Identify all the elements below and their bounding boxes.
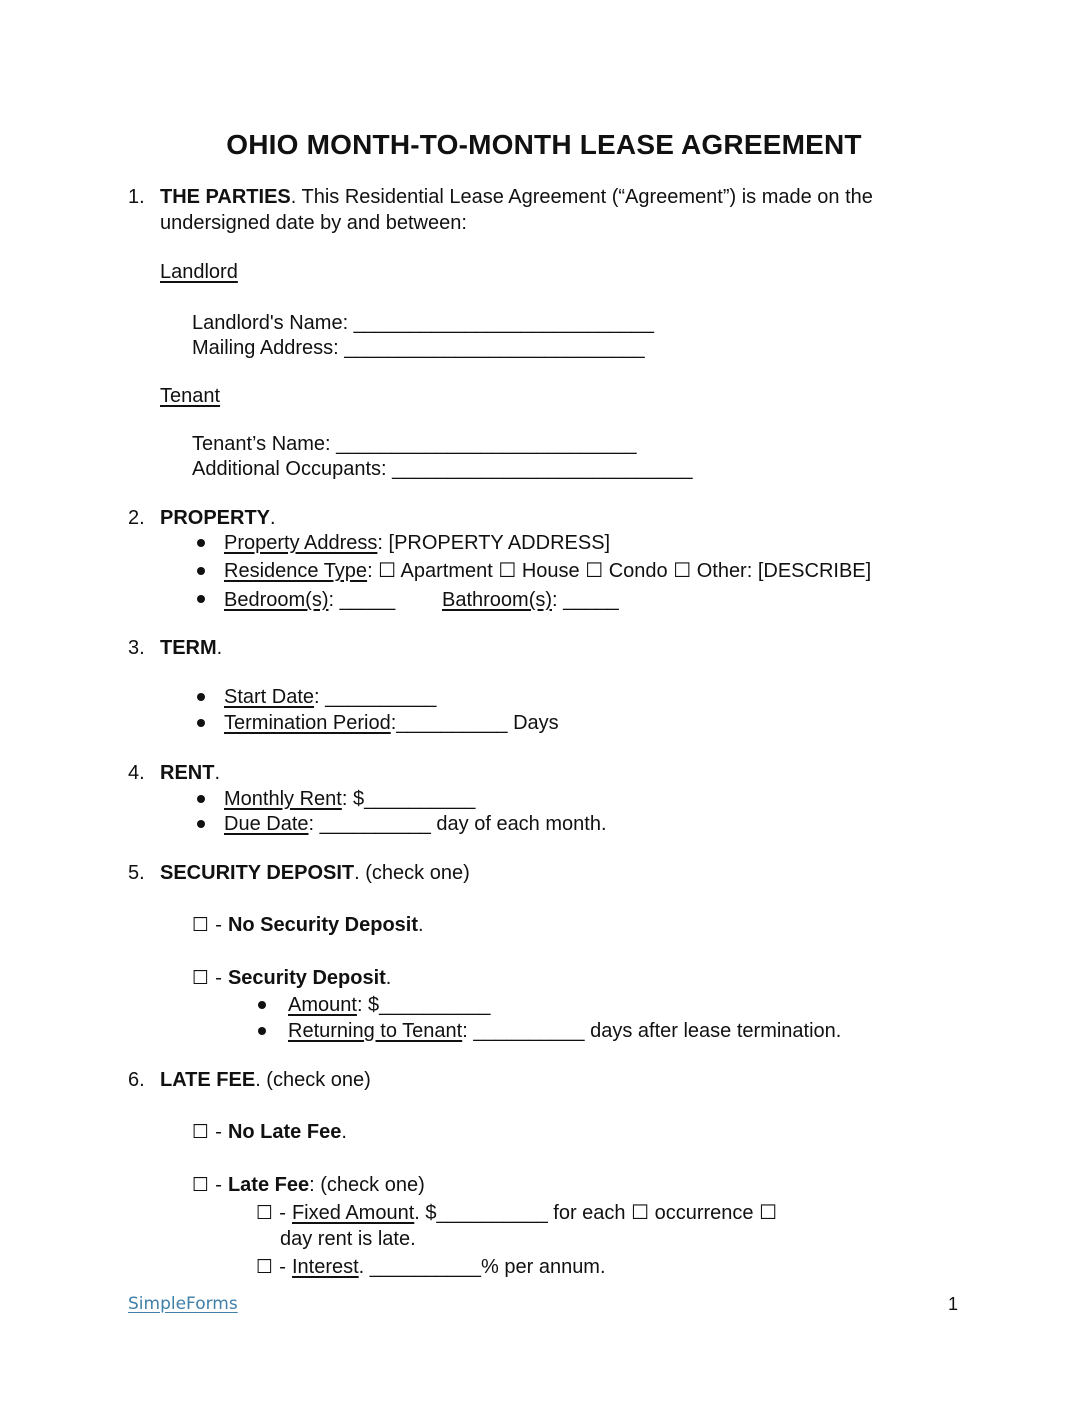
bullet-icon xyxy=(258,1027,266,1035)
no-security-deposit-option[interactable] xyxy=(192,912,424,938)
item-label: Returning to Tenant xyxy=(288,1020,463,1042)
checkbox-icon[interactable]: ☐ - xyxy=(192,1174,228,1196)
section-heading: LATE FEE xyxy=(160,1069,256,1091)
section-number: 6. xyxy=(128,1069,145,1091)
item-label: Property Address xyxy=(224,532,378,554)
checkbox-icon[interactable]: ☐ - xyxy=(192,967,228,989)
item-label: Bathroom(s) xyxy=(442,589,553,611)
option-label: Late Fee xyxy=(227,1174,310,1196)
option-label: Security Deposit xyxy=(227,967,386,989)
option-label: No Late Fee xyxy=(227,1121,342,1143)
section-heading: TERM xyxy=(160,637,217,659)
section-late-fee-heading xyxy=(160,1067,371,1093)
bullet-icon xyxy=(197,595,205,603)
section-heading: SECURITY DEPOSIT xyxy=(160,862,355,884)
bullet-icon xyxy=(197,820,205,828)
section-property-heading xyxy=(160,505,276,531)
option-label: No Security Deposit xyxy=(227,914,419,936)
checkbox-icon[interactable]: ☐ - xyxy=(192,1121,228,1143)
section-heading: PROPERTY xyxy=(160,507,271,529)
item-label: Due Date xyxy=(224,813,309,835)
due-date-item[interactable] xyxy=(224,811,607,837)
section-number: 2. xyxy=(128,507,145,529)
item-value: : __________ day of each month. xyxy=(308,813,607,835)
section-rent-heading xyxy=(160,760,220,786)
late-fee-option[interactable] xyxy=(192,1172,425,1198)
checkbox-icon[interactable]: ☐ - xyxy=(256,1202,292,1224)
item-value: : __________ days after lease termination. xyxy=(462,1020,842,1042)
item-value: : ☐ Apartment ☐ House ☐ Condo ☐ Other: [DESCRIBE] xyxy=(367,560,872,582)
section-text: . This Residential Lease Agreement (“Agreement”) is made on the xyxy=(290,186,873,208)
start-date-item[interactable] xyxy=(224,684,436,710)
section-parties-line2: undersigned date by and between: xyxy=(160,212,467,234)
option-label: Fixed Amount xyxy=(291,1202,415,1224)
section-heading-dot: . xyxy=(216,637,223,659)
item-value: : $__________ xyxy=(341,788,476,810)
item-value: : __________ xyxy=(314,686,437,708)
bathrooms-item[interactable] xyxy=(442,587,619,613)
bullet-icon xyxy=(197,539,205,547)
residence-type-item[interactable] xyxy=(224,558,871,584)
fixed-amount-line2: day rent is late. xyxy=(280,1228,416,1250)
tenant-label: Tenant xyxy=(160,385,221,407)
section-number: 1. xyxy=(128,186,145,208)
section-heading: THE PARTIES xyxy=(160,186,291,208)
option-dot: . xyxy=(418,914,424,936)
item-value: :__________ Days xyxy=(390,712,559,734)
section-heading-tail: . (check one) xyxy=(255,1069,371,1091)
item-label: Monthly Rent xyxy=(224,788,342,810)
bullet-icon xyxy=(197,719,205,727)
tenant-name-field[interactable]: Tenant’s Name: ___________________________ xyxy=(192,433,637,455)
section-number: 4. xyxy=(128,762,145,784)
section-heading-dot: . xyxy=(214,762,221,784)
section-heading-dot: . xyxy=(270,507,276,529)
document-title: OHIO MONTH-TO-MONTH LEASE AGREEMENT xyxy=(226,129,862,160)
section-term-heading xyxy=(160,635,222,661)
checkbox-icon[interactable]: ☐ - xyxy=(192,914,228,936)
mailing-address-field[interactable]: Mailing Address: ___________________________ xyxy=(192,337,645,359)
option-dot: . xyxy=(341,1121,347,1143)
section-security-deposit-heading xyxy=(160,860,470,886)
option-label: Interest xyxy=(291,1256,359,1278)
page-number: 1 xyxy=(948,1294,959,1314)
bullet-icon xyxy=(197,795,205,803)
option-value: . __________% per annum. xyxy=(358,1256,606,1278)
option-dot: . xyxy=(385,967,392,989)
checkbox-icon[interactable]: ☐ - xyxy=(256,1256,292,1278)
returning-to-tenant-item[interactable] xyxy=(288,1018,841,1044)
fixed-amount-option[interactable] xyxy=(256,1200,777,1226)
bullet-icon xyxy=(197,567,205,575)
item-label: Amount xyxy=(288,994,357,1016)
property-address-item[interactable] xyxy=(224,530,610,556)
section-heading: RENT xyxy=(160,762,215,784)
item-label: Termination Period xyxy=(224,712,391,734)
item-value: : _____ xyxy=(552,589,619,611)
section-parties-line1 xyxy=(160,184,873,210)
termination-period-item[interactable] xyxy=(224,710,559,736)
interest-option[interactable] xyxy=(256,1254,606,1280)
deposit-amount-item[interactable] xyxy=(288,992,490,1018)
landlord-name-field[interactable]: Landlord's Name: ___________________________ xyxy=(192,312,655,334)
item-value: : $__________ xyxy=(356,994,491,1016)
section-number: 3. xyxy=(128,637,145,659)
bullet-icon xyxy=(258,1001,266,1009)
no-late-fee-option[interactable] xyxy=(192,1119,347,1145)
section-heading-tail: . (check one) xyxy=(354,862,470,884)
footer-brand-link[interactable]: SimpleForms xyxy=(128,1294,238,1314)
section-number: 5. xyxy=(128,862,145,884)
option-tail: : (check one) xyxy=(309,1174,425,1196)
item-value: : [PROPERTY ADDRESS] xyxy=(377,532,611,554)
security-deposit-option[interactable] xyxy=(192,965,391,991)
item-label: Residence Type xyxy=(224,560,368,582)
option-value: . $__________ for each ☐ occurrence ☐ xyxy=(414,1202,778,1224)
additional-occupants-field[interactable]: Additional Occupants: ___________________________ xyxy=(192,458,693,480)
item-label: Start Date xyxy=(224,686,315,708)
monthly-rent-item[interactable] xyxy=(224,786,475,812)
bullet-icon xyxy=(197,693,205,701)
bedrooms-item[interactable] xyxy=(224,587,395,613)
item-value: : _____ xyxy=(328,589,396,611)
item-label: Bedroom(s) xyxy=(224,589,329,611)
landlord-label: Landlord xyxy=(160,261,238,283)
